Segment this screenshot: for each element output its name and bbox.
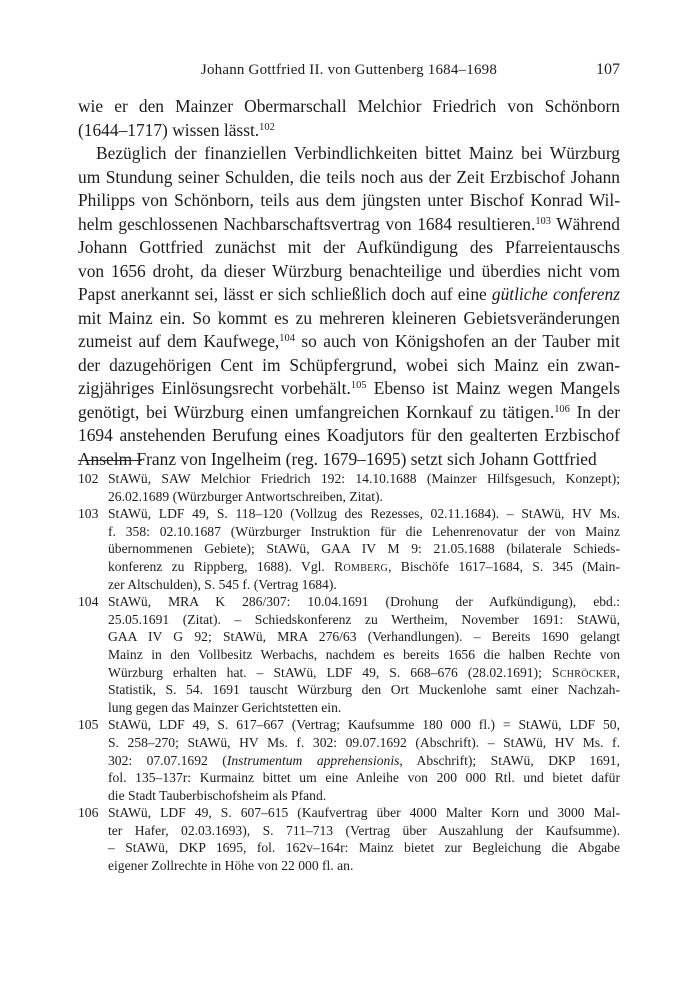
footnote-103 <box>78 505 620 593</box>
footnote-ref: 103 <box>535 215 551 227</box>
footnote-line <box>108 470 620 488</box>
author-name: Schröcker <box>551 664 617 680</box>
italic-title: Instrumentum apprehensionis <box>226 752 400 768</box>
body-line <box>78 424 620 448</box>
footnote-line <box>108 505 620 523</box>
body-line-text: Anselm Franz von Ingelheim (reg. 1679–1695) setzt sich Johann Gottfried <box>78 448 597 469</box>
footnote-text: f. 358: 02.10.1687 (Würzburger Instruktion für die Lehenrenovatur der von Mainz <box>108 523 620 539</box>
body-line-text: 1694 anstehenden Berufung eines Koadjutors für den gealterten Erzbischof <box>78 425 620 445</box>
footnote-106 <box>78 804 620 874</box>
author-name: Romberg <box>334 558 389 574</box>
footnote-line <box>108 681 620 699</box>
body-line <box>78 189 620 213</box>
running-head <box>78 62 620 84</box>
footnote-number: 102 <box>78 471 99 486</box>
body-line-text-after: so auch von Königshofen an der Tauber mit <box>294 331 620 351</box>
body-line-text: Johann Gottfried zunächst mit der Aufkündigung des Pfarreientauschs <box>78 237 620 257</box>
footnote-line <box>108 523 620 541</box>
footnote-ref: 106 <box>554 403 570 415</box>
body-line-text-after: Während <box>550 213 620 234</box>
footnote-105 <box>78 716 620 804</box>
footnote-text: – StAWü, DKP 1695, fol. 162v–164r: Mainz bietet zur Begleichung die Abgabe <box>108 840 620 856</box>
footnote-102 <box>78 470 620 505</box>
body-line-text: Papst anerkannt sei, lässt er sich schließlich doch auf eine <box>78 284 492 304</box>
footnote-line <box>108 734 620 752</box>
body-line-text-after: Ebenso ist Mainz wegen Mangels <box>366 378 620 398</box>
footnote-text: StAWü, LDF 49, S. 607–615 (Kaufvertrag über 4000 Malter Korn und 3000 Mal- <box>108 805 620 821</box>
footnote-text: StAWü, SAW Melchior Friedrich 192: 14.10.1688 (Mainzer Hilfsgesuch, Konzept); <box>108 471 620 486</box>
body-line <box>78 401 620 425</box>
body-line-text: zigjähriges Einlösungsrecht vorbehält. <box>78 378 351 398</box>
footnote-text: , <box>616 664 620 680</box>
footnote-text: Mainz in den Vollbesitz Werbachs, nachdem es bereits 1656 die halben Rechte von <box>108 646 620 662</box>
footnote-text: S. 258–270; StAWü, HV Ms. f. 302: 09.07.1692 (Abschrift). – StAWü, HV Ms. f. <box>108 734 620 750</box>
footnote-text: eigener Zollrechte in Höhe von 22 000 fl. an. <box>108 858 354 874</box>
footnote-text: zer Altschulden), S. 545 f. (Vertrag 1684). <box>108 576 337 592</box>
body-line <box>78 166 620 190</box>
footnote-line <box>108 558 620 576</box>
footnote-line <box>108 752 620 770</box>
body-line-text: der dazugehörigen Cent im Schüpfergrund, wobei sich Mainz ein zwan- <box>78 354 620 375</box>
footnote-text: 302: 07.07.1692 ( <box>108 752 227 768</box>
footnote-line <box>108 699 620 717</box>
footnote-number: 106 <box>78 805 99 821</box>
footnote-line <box>108 593 620 611</box>
footnote-104 <box>78 593 620 716</box>
body-line <box>78 448 620 472</box>
body-line-text: zumeist auf dem Kaufwege, <box>78 331 280 351</box>
body-line <box>78 330 620 354</box>
footnote-text: GAA IV G 92; StAWü, MRA 276/63 (Verhandlungen). – Bereits 1690 gelangt <box>108 629 620 645</box>
footnote-line <box>108 839 620 857</box>
body-line <box>78 236 620 260</box>
footnote-line <box>108 576 620 594</box>
footnote-number: 105 <box>78 717 99 733</box>
body-text <box>78 95 620 471</box>
footnote-text: ter Hafer, 02.03.1693), S. 711–713 (Vertrag über Auszahlung der Kaufsumme). <box>108 822 620 838</box>
footnote-text: fol. 135–137r: Kurmainz bittet um eine Anleihe von 200 000 Rtl. und bietet dafür <box>108 770 620 786</box>
body-line-text: genötigt, bei Würzburg einen umfangreichen Kornkauf zu tätigen. <box>78 401 555 422</box>
footnote-text: 26.02.1689 (Würzburger Antwortschreiben, Zitat). <box>108 488 383 504</box>
running-title: Johann Gottfried II. von Guttenberg 1684–1698 <box>200 62 498 78</box>
body-line <box>78 354 620 378</box>
body-line-italic: gütliche conferenz <box>491 284 620 304</box>
footnote-line <box>108 664 620 682</box>
body-line-text: Philipps von Schönborn, teils aus dem jüngsten unter Bischof Konrad Wil- <box>78 190 620 210</box>
footnote-line <box>108 540 620 558</box>
footnote-line <box>108 804 620 822</box>
footnote-line <box>108 716 620 734</box>
footnotes <box>78 470 620 875</box>
footnote-line <box>108 628 620 646</box>
footnote-text: übernommenen Gebiete); StAWü, GAA IV M 9: 21.05.1688 (bilaterale Schieds- <box>108 541 620 557</box>
body-line-text: Bezüglich der finanziellen Verbindlichkeiten bittet Mainz bei Würzburg <box>96 143 620 163</box>
footnote-text: , Bischöfe 1617–1684, S. 345 (Main- <box>388 558 620 574</box>
body-line-text: mit Mainz ein. So kommt es zu mehreren kleineren Gebietsveränderungen <box>78 307 620 328</box>
footnote-text: 25.05.1691 (Zitat). – Schiedskonferenz zu Wertheim, November 1691: StAWü, <box>108 611 620 627</box>
body-line <box>78 95 620 119</box>
footnote-line <box>108 488 620 506</box>
footnote-text: StAWü, LDF 49, S. 118–120 (Vollzug des Rezesses, 02.11.1684). – StAWü, HV Ms. <box>108 506 620 522</box>
footnote-text: StAWü, MRA K 286/307: 10.04.1691 (Drohung der Aufkündigung), ebd.: <box>108 594 620 610</box>
footnote-number: 104 <box>78 594 99 610</box>
footnote-text: Würzburg erhalten hat. – StAWü, LDF 49, S. 668–676 (28.02.1691); <box>108 664 552 680</box>
body-line <box>78 307 620 331</box>
footnote-separator <box>78 460 142 461</box>
footnote-text: lung gegen das Mainzer Gerichtstetten ein. <box>108 699 342 715</box>
body-line <box>78 142 620 166</box>
footnote-ref: 105 <box>350 379 367 391</box>
footnote-text: Statistik, S. 54. 1691 tauscht Würzburg den Ort Muckenlohe samt einer Nachzah- <box>108 682 620 698</box>
footnote-line <box>108 646 620 664</box>
body-line-text: wie er den Mainzer Obermarschall Melchior Friedrich von Schönborn <box>78 96 620 116</box>
footnote-text: StAWü, LDF 49, S. 617–667 (Vertrag; Kaufsumme 180 000 fl.) = StAWü, LDF 50, <box>108 717 620 733</box>
footnote-line <box>108 857 620 875</box>
body-line <box>78 283 620 307</box>
body-line-text: um Stundung seiner Schulden, die teils noch aus der Zeit Erzbischof Johann <box>78 166 620 187</box>
body-line-text: (1644–1717) wissen lässt. <box>78 119 260 140</box>
footnote-text: konferenz zu Rippberg, 1688). Vgl. <box>108 558 335 574</box>
footnote-text: die Stadt Tauberbischofsheim als Pfand. <box>108 787 327 803</box>
body-line <box>78 213 620 237</box>
body-line-text: helm geschlossenen Nachbarschaftsvertrag von 1684 resultieren. <box>78 213 536 234</box>
footnote-line <box>108 787 620 805</box>
body-line <box>78 260 620 284</box>
footnote-number: 103 <box>78 506 99 522</box>
body-line-text: von 1656 droht, da dieser Würzburg benachteilige und überdies nicht vom <box>78 260 620 281</box>
page-number: 107 <box>596 61 620 78</box>
footnote-line <box>108 611 620 629</box>
body-line <box>78 119 620 143</box>
body-line-text-after: In der <box>569 401 620 422</box>
footnote-ref: 102 <box>259 121 275 133</box>
footnote-ref: 104 <box>279 332 295 344</box>
footnote-text: , Abschrift); StAWü, DKP 1691, <box>399 752 620 768</box>
body-line <box>78 377 620 401</box>
footnote-line <box>108 769 620 787</box>
footnote-line <box>108 822 620 840</box>
